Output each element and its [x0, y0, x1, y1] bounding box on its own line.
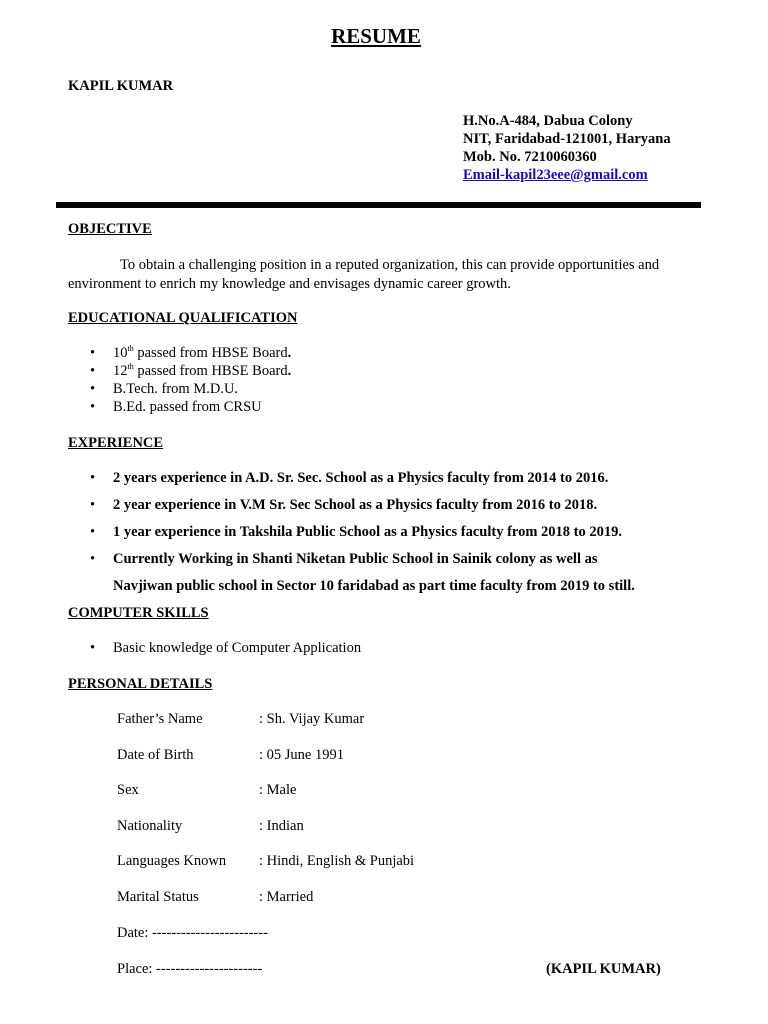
signature-name: (KAPIL KUMAR): [546, 961, 661, 977]
personal-label: Sex: [117, 782, 139, 798]
personal-details-heading: PERSONAL DETAILS: [68, 676, 213, 692]
skill-item: Basic knowledge of Computer Application: [113, 640, 362, 656]
address-line-2: NIT, Faridabad-121001, Haryana: [463, 131, 671, 147]
candidate-name: KAPIL KUMAR: [68, 78, 174, 94]
bullet-icon: •: [90, 399, 96, 415]
bullet-icon: •: [90, 470, 96, 486]
bullet-icon: •: [90, 640, 96, 656]
personal-value: : Hindi, English & Punjabi: [259, 853, 415, 869]
education-item: 12th passed from HBSE Board.: [113, 362, 292, 379]
personal-label: Date of Birth: [117, 747, 194, 763]
objective-text: To obtain a challenging position in a reputed organization, this can provide opportunities and environment to enrich my knowledge and envisages dynamic career growth.: [68, 257, 660, 292]
address-line-1: H.No.A-484, Dabua Colony: [463, 113, 633, 129]
bullet-icon: •: [90, 381, 96, 397]
education-heading: EDUCATIONAL QUALIFICATION: [68, 310, 298, 326]
personal-value: : Sh. Vijay Kumar: [259, 711, 365, 727]
bullet-icon: •: [90, 363, 96, 379]
personal-value: : Male: [259, 782, 297, 798]
bullet-icon: •: [90, 524, 96, 540]
bullet-icon: •: [90, 345, 96, 361]
experience-item: 2 year experience in V.M Sr. Sec School as a Physics faculty from 2016 to 2018.: [113, 497, 598, 513]
resume-title: RESUME: [331, 24, 421, 48]
email-link[interactable]: Email-kapil23eee@gmail.com: [463, 167, 648, 183]
experience-item: 1 year experience in Takshila Public School as a Physics faculty from 2018 to 2019.: [113, 524, 622, 540]
date-line: Date: ------------------------: [117, 925, 268, 941]
bullet-icon: •: [90, 551, 96, 567]
personal-value: : Married: [259, 889, 314, 905]
experience-heading: EXPERIENCE: [68, 435, 164, 451]
personal-label: Nationality: [117, 818, 183, 834]
education-item: 10th passed from HBSE Board.: [113, 344, 292, 361]
personal-value: : 05 June 1991: [259, 747, 344, 763]
header-divider: [56, 202, 701, 208]
experience-item: 2 years experience in A.D. Sr. Sec. School as a Physics faculty from 2014 to 2016.: [113, 470, 609, 486]
personal-label: Father’s Name: [117, 711, 203, 727]
mobile-number: Mob. No. 7210060360: [463, 149, 597, 165]
personal-label: Languages Known: [117, 853, 227, 869]
education-item: B.Tech. from M.D.U.: [113, 381, 239, 397]
place-line: Place: ----------------------: [117, 961, 263, 977]
personal-label: Marital Status: [117, 889, 199, 905]
experience-item-continuation: Navjiwan public school in Sector 10 faridabad as part time faculty from 2019 to still.: [113, 578, 635, 594]
experience-item: Currently Working in Shanti Niketan Public School in Sainik colony as well as: [113, 551, 598, 567]
personal-value: : Indian: [259, 818, 304, 834]
objective-heading: OBJECTIVE: [68, 221, 152, 237]
education-item: B.Ed. passed from CRSU: [113, 399, 262, 415]
computer-skills-heading: COMPUTER SKILLS: [68, 605, 209, 621]
bullet-icon: •: [90, 497, 96, 513]
